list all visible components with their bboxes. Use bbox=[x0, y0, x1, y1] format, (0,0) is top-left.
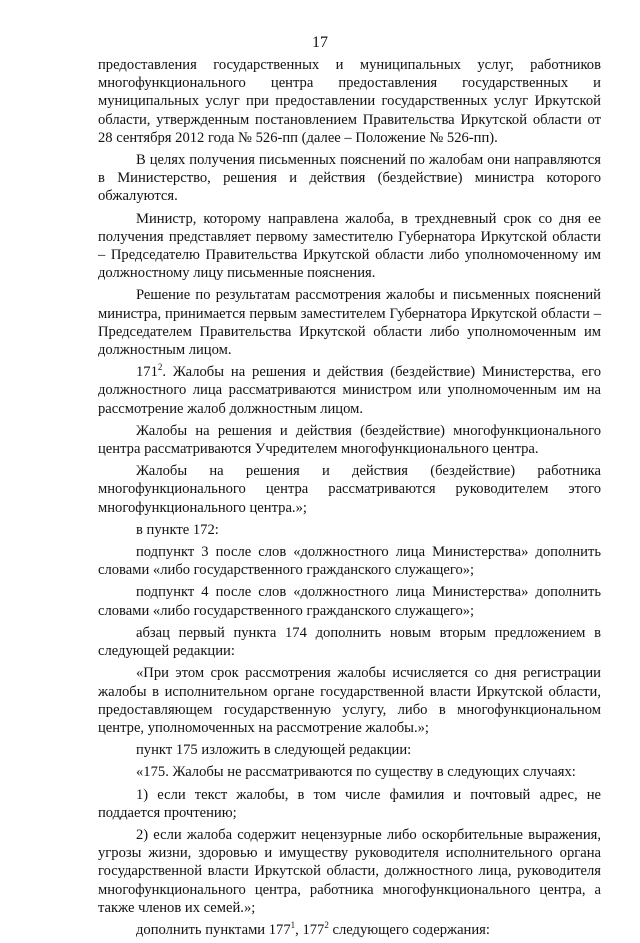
clause-number: 171 bbox=[136, 364, 158, 381]
paragraph-item-174: абзац первый пункта 174 дополнить новым вторым предложением в следующей редакции: bbox=[98, 624, 601, 660]
paragraph-add-items bbox=[98, 921, 601, 939]
paragraph-mfc-worker-complaints: Жалобы на решения и действия (бездействие) работника многофункционального центра рассматриваются руководителем этого многофункционального центра.»; bbox=[98, 463, 601, 516]
add-items-text-middle: , 177 bbox=[295, 921, 325, 938]
add-items-text-before: дополнить пунктами 177 bbox=[136, 921, 291, 938]
paragraph-item-175: «175. Жалобы не рассматриваются по существу в следующих случаях: bbox=[136, 764, 576, 781]
add-items-text-after: следующего содержания: bbox=[328, 921, 490, 938]
paragraph-subitem-4: подпункт 4 после слов «должностного лица Министерства» дополнить словами «либо государственного гражданского служащего»; bbox=[98, 584, 601, 619]
paragraph-review-period: «При этом срок рассмотрения жалобы исчисляется со дня регистрации жалобы в исполнительном органе государственной власти Иркутской области, предоставляющем государственную услугу, либо в многофункциональном центре, уполномоченных на рассмотрение жалобы.»; bbox=[98, 665, 601, 736]
add-items-superscript-2: 2 bbox=[324, 919, 329, 930]
paragraph-item-175-case-2: 2) если жалоба содержит нецензурные либо оскорбительные выражения, угрозы жизни, здоровью и имуществу руководителя исполнительного органа государственной власти Иркутской области, должностного лица, руководителя многофункционального центра, работника многофункционального центра, а также членов их семей.»; bbox=[98, 826, 601, 916]
paragraph-mfc-complaints: Жалобы на решения и действия (бездействие) многофункционального центра рассматриваются Учредителем многофункционального центра. bbox=[98, 422, 601, 458]
add-items-superscript-1: 1 bbox=[290, 919, 296, 930]
document-body bbox=[98, 56, 601, 943]
clause-text: . Жалобы на решения и действия (бездействие) Министерства, его должностного лица рассматриваются министром или уполномоченным им на рассмотрение жалоб должностным лицом. bbox=[98, 364, 601, 417]
paragraph-decision: Решение по результатам рассмотрения жалобы и письменных пояснений министра, принимается первым заместителем Губернатора Иркутской области – Председателем Правительства Иркутской области либо уполномоченным им должностным лицом. bbox=[98, 287, 601, 359]
paragraph-171-2 bbox=[98, 363, 601, 418]
clause-superscript: 2 bbox=[157, 362, 163, 373]
paragraph-item-172: в пункте 172: bbox=[136, 521, 219, 538]
paragraph-continuation: предоставления государственных и муниципальных услуг, работников многофункционального центра предоставления государственных и муниципальных услуг при предоставлении государственных услуг Иркутской области, утвержденным постановлением Правительства Иркутской области от 28 сентября 2012 года № 526-пп (далее – Положение № 526-пп). bbox=[98, 57, 601, 146]
paragraph-explanations: В целях получения письменных пояснений по жалобам они направляются в Министерство, решения и действия (бездействие) министра которого обжалуются. bbox=[98, 152, 601, 205]
paragraph-subitem-3: подпункт 3 после слов «должностного лица Министерства» дополнить словами «либо государственного гражданского служащего»; bbox=[98, 544, 601, 579]
paragraph-item-175-intro: пункт 175 изложить в следующей редакции: bbox=[136, 742, 412, 759]
paragraph-item-175-case-1: 1) если текст жалобы, в том числе фамилия и почтовый адрес, не поддается прочтению; bbox=[98, 786, 601, 821]
paragraph-minister-deadline: Министр, которому направлена жалоба, в трехдневный срок со дня ее получения представляет первому заместителю Губернатора Иркутской области – Председателю Правительства Иркутской области либо уполномоченному им должностному лицу письменные пояснения. bbox=[98, 210, 601, 282]
page-number: 17 bbox=[312, 34, 328, 51]
